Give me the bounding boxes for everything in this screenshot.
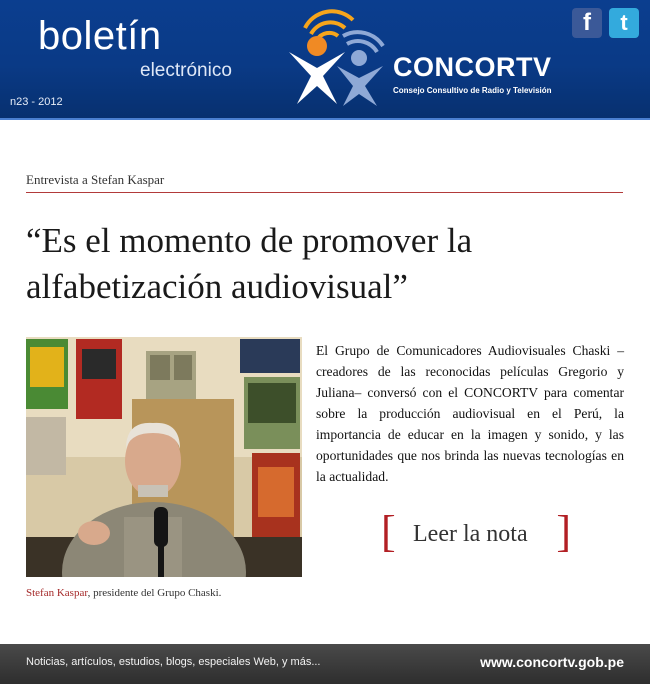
photo-caption [26, 587, 221, 599]
kicker-divider [26, 192, 623, 193]
newsletter-subtitle: electrónico [140, 60, 232, 81]
left-bracket-icon: [ [381, 507, 396, 556]
header-divider [0, 118, 650, 120]
article-summary: El Grupo de Comunicadores Audiovisuales Chaski –creadores de las reconocidas películas Gregorio y Juliana– conversó con el CONCORTV para comentar sobre la producción audiovisual en el Perú, la importancia de educar en la imagen y sonido, y las oportunidades que nos brinda las nuevas tecnologías en la actualidad. [316, 343, 624, 484]
newsletter-footer [0, 644, 650, 684]
website-link[interactable]: www.concortv.gob.pe [480, 654, 624, 670]
issue-number: n23 - 2012 [10, 96, 63, 108]
concortv-logo-icon [283, 6, 393, 110]
read-article-label[interactable]: Leer la nota [413, 521, 528, 547]
twitter-icon[interactable]: t [609, 8, 639, 38]
newsletter-title: boletín [38, 14, 162, 58]
interview-photo [26, 337, 302, 577]
article-kicker: Entrevista a Stefan Kaspar [26, 172, 165, 187]
footer-tagline: Noticias, artículos, estudios, blogs, especiales Web, y más... [26, 656, 321, 668]
read-article-button[interactable] [381, 507, 571, 556]
org-subtitle: Consejo Consultivo de Radio y Televisión [393, 86, 552, 95]
article-headline: “Es el momento de promover la alfabetización audiovisual” [26, 221, 473, 306]
facebook-icon[interactable]: f [572, 8, 602, 38]
caption-person-name: Stefan Kaspar [26, 587, 88, 599]
newsletter-header [0, 0, 650, 118]
right-bracket-icon: ] [556, 507, 571, 556]
org-name: CONCORTV [393, 52, 552, 82]
caption-description: , presidente del Grupo Chaski. [87, 587, 222, 599]
